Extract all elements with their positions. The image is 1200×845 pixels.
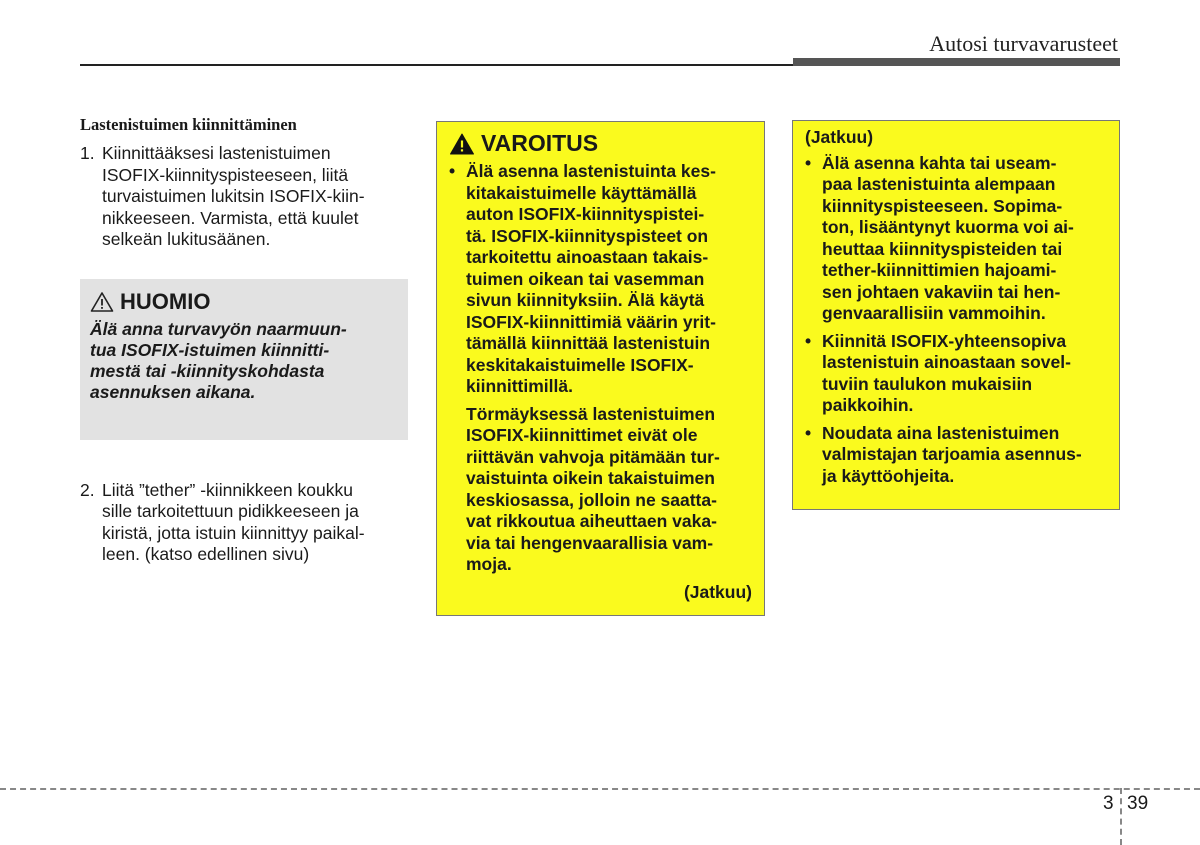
step-text — [102, 480, 408, 566]
caution-line: asennuksen aikana. — [90, 381, 256, 402]
continued-line: ton, lisääntynyt kuorma voi ai- — [822, 217, 1074, 237]
warning-line: auton ISOFIX-kiinnityspistei- — [466, 204, 705, 224]
left-column — [80, 115, 408, 566]
warning-line: moja. — [466, 554, 512, 574]
warning-triangle-icon — [90, 291, 114, 313]
continued-label: (Jatkuu) — [805, 127, 874, 147]
continued-line: tuviin taulukon mukaisiin — [822, 373, 1033, 394]
continued-body — [805, 127, 1107, 487]
step-2-line: sille tarkoitettuun pidikkeeseen ja — [102, 501, 359, 521]
bullet-dot: • — [449, 161, 456, 181]
caution-text — [90, 319, 398, 403]
warning-label: VAROITUS — [481, 130, 599, 156]
warning-bullet — [449, 161, 752, 398]
warning-box — [436, 121, 765, 616]
page-header-title: Autosi turvavarusteet — [929, 31, 1118, 56]
continued-line: paikkoihin. — [822, 395, 914, 415]
warning-line: riittävän vahvoja pitämään tur- — [466, 446, 720, 467]
continued-bullet — [805, 331, 1107, 417]
step-1 — [80, 143, 408, 251]
step-1-line: Kiinnittääksesi lastenistuimen — [102, 143, 331, 163]
continued-line: Kiinnitä ISOFIX-yhteensopiva — [822, 330, 1067, 351]
warning-line: kitakaistuimelle käyttämällä — [466, 182, 697, 203]
warning-line: tämällä kiinnittää lastenistuin — [466, 333, 711, 353]
warning-line: via tai hengenvaarallisia vam- — [466, 532, 714, 553]
continued-line: heuttaa kiinnityspisteiden tai — [822, 238, 1063, 259]
warning-line: vaistuinta oikein takaistuimen — [466, 468, 715, 488]
caution-label: HUOMIO — [120, 288, 211, 314]
warning-line: vat rikkoutua aiheuttaen vaka- — [466, 511, 717, 531]
step-1-line: turvaistuimen lukitsin ISOFIX-kiin- — [102, 186, 365, 206]
warning-line: tuimen oikean tai vasemman — [466, 268, 705, 289]
warning-line: tarkoitettu ainoastaan takais- — [466, 247, 709, 267]
header-rule-accent — [793, 58, 1120, 66]
bullet-dot: • — [805, 330, 812, 351]
page-number-divider — [1120, 788, 1122, 845]
caution-line: Älä anna turvavyön naarmuun- — [90, 318, 347, 339]
caution-header — [90, 289, 398, 315]
continued-line: ja käyttöohjeita. — [822, 465, 955, 486]
continued-line: genvaarallisiin vammoihin. — [822, 303, 1046, 323]
footer-divider — [0, 788, 1200, 790]
continued-line: tether-kiinnittimien hajoami- — [822, 260, 1057, 280]
continued-bullet — [805, 153, 1107, 325]
warning-line: Törmäyksessä lastenistuimen — [466, 403, 716, 424]
warning-line: keskiosassa, jolloin ne saatta- — [466, 489, 717, 510]
caution-line: tua ISOFIX-istuimen kiinnitti- — [90, 339, 330, 360]
continued-line: paa lastenistuinta alempaan — [822, 174, 1056, 194]
step-1-line: selkeän lukitusäänen. — [102, 229, 271, 249]
warning-line: tä. ISOFIX-kiinnityspisteet on — [466, 225, 709, 246]
step-text — [102, 143, 408, 251]
warning-body — [449, 161, 752, 603]
step-1-line: ISOFIX-kiinnityspisteeseen, liitä — [102, 164, 349, 185]
step-2-line: Liitä ”tether” -kiinnikkeen koukku — [102, 479, 353, 500]
warning-paragraph — [466, 404, 752, 576]
step-2-line: kiristä, jotta istuin kiinnittyy paikal- — [102, 522, 365, 543]
continued-line: sen johtaen vakaviin tai hen- — [822, 281, 1061, 302]
step-2 — [80, 480, 408, 566]
warning-line: ISOFIX-kiinnittimet eivät ole — [466, 425, 698, 445]
chapter-number: 3 — [1103, 793, 1114, 814]
continued-line: valmistajan tarjoamia asennus- — [822, 444, 1082, 464]
warning-header — [449, 130, 752, 157]
step-1-line: nikkeeseen. Varmista, että kuulet — [102, 207, 359, 228]
caution-box — [80, 279, 408, 440]
warning-line: ISOFIX-kiinnittimiä väärin yrit- — [466, 311, 716, 332]
section-heading: Lastenistuimen kiinnittäminen — [80, 115, 297, 134]
continued-label: (Jatkuu) — [683, 581, 752, 602]
step-2-line: leen. (katso edellinen sivu) — [102, 544, 310, 564]
bullet-dot: • — [805, 152, 812, 173]
step-number: 2. — [80, 479, 95, 500]
warning-line: keskitakaistuimelle ISOFIX- — [466, 354, 694, 375]
bullet-text — [822, 331, 1107, 417]
bullet-text — [822, 423, 1107, 488]
bullet-dot: • — [805, 422, 812, 443]
continued-line: kiinnityspisteeseen. Sopima- — [822, 195, 1063, 216]
continued-bullet — [805, 423, 1107, 488]
continued-line: lastenistuin ainoastaan sovel- — [822, 352, 1071, 372]
header-rule — [80, 64, 793, 66]
bullet-text — [466, 161, 752, 398]
warning-triangle-icon — [449, 132, 475, 156]
continued-warning-box — [792, 120, 1120, 510]
continued-line: Älä asenna kahta tai useam- — [822, 152, 1057, 173]
warning-line: kiinnittimillä. — [466, 376, 573, 396]
page-number: 39 — [1127, 793, 1149, 814]
bullet-text — [822, 153, 1107, 325]
continued-line: Noudata aina lastenistuimen — [822, 422, 1060, 443]
caution-line: mestä tai -kiinnityskohdasta — [90, 360, 325, 381]
warning-line: Älä asenna lastenistuinta kes- — [466, 161, 716, 181]
step-number: 1. — [80, 143, 95, 163]
warning-line: sivun kiinnityksiin. Älä käytä — [466, 290, 705, 310]
